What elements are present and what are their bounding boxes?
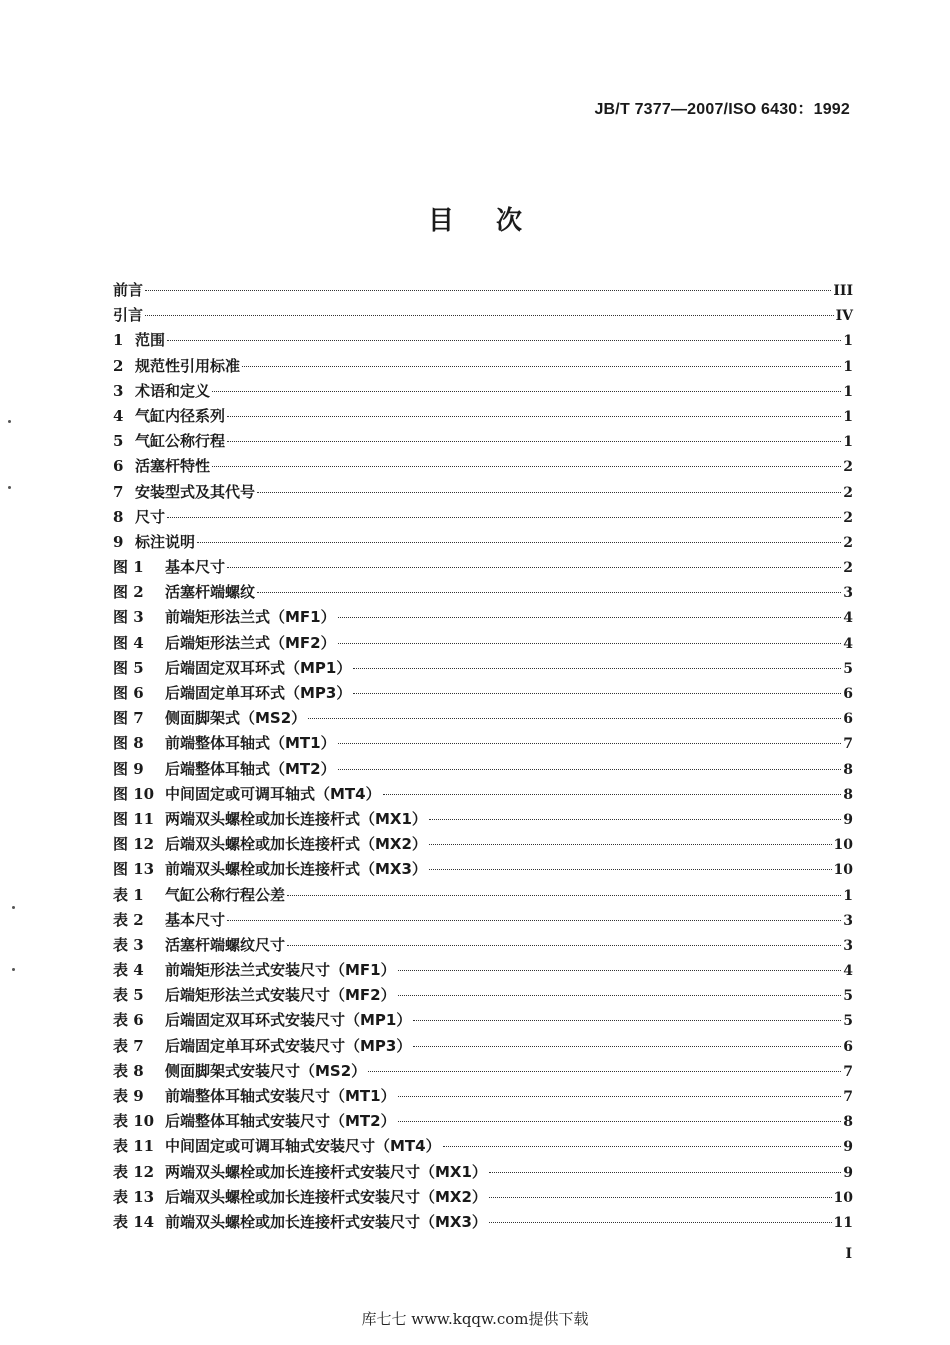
toc-entry-label: 后端整体耳轴式安装尺寸（MT2） xyxy=(165,1112,396,1131)
toc-entry-page: 3 xyxy=(843,937,853,954)
toc-entry-page: 6 xyxy=(843,1038,853,1055)
toc-entry[interactable] xyxy=(113,934,853,959)
toc-entry[interactable] xyxy=(113,808,853,833)
table-of-contents xyxy=(113,279,853,1236)
toc-entry-label: 活塞杆端螺纹尺寸 xyxy=(165,935,286,954)
toc-entry-label: 中间固定或可调耳轴式安装尺寸（MT4） xyxy=(165,1137,441,1156)
toc-entry-page: 2 xyxy=(843,484,853,501)
dot-leader xyxy=(383,794,842,795)
toc-entry-number: 9 xyxy=(113,532,124,551)
standard-code: JB/T 7377—2007/ISO 6430：1992 xyxy=(594,101,850,118)
dot-leader xyxy=(338,769,842,770)
dot-leader xyxy=(145,290,831,291)
toc-entry-page: 2 xyxy=(843,459,853,476)
toc-entry-number: 表 11 xyxy=(113,1137,155,1156)
toc-entry-page: 2 xyxy=(843,534,853,551)
dot-leader xyxy=(227,441,841,442)
dot-leader xyxy=(489,1172,841,1173)
toc-entry-page: 8 xyxy=(843,1114,853,1131)
toc-entry[interactable] xyxy=(113,707,853,732)
toc-entry-number: 表 12 xyxy=(113,1162,155,1181)
toc-entry-label: 活塞杆特性 xyxy=(135,457,211,476)
dot-leader xyxy=(398,1096,842,1097)
dot-leader xyxy=(429,844,832,845)
toc-entry-page: 5 xyxy=(843,988,853,1005)
dot-leader xyxy=(227,567,841,568)
toc-entry-page: 8 xyxy=(843,761,853,778)
toc-entry-label: 气缸公称行程 xyxy=(135,432,226,451)
dot-leader xyxy=(197,542,841,543)
dot-leader xyxy=(257,592,841,593)
toc-entry[interactable] xyxy=(113,884,853,909)
toc-entry-label: 两端双头螺栓或加长连接杆式（MX1） xyxy=(165,809,427,828)
toc-entry[interactable] xyxy=(113,304,853,329)
toc-entry[interactable] xyxy=(113,858,853,883)
toc-entry[interactable] xyxy=(113,682,853,707)
toc-entry-number: 4 xyxy=(113,406,124,425)
dot-leader xyxy=(489,1197,832,1198)
toc-entry-label: 气缸内径系列 xyxy=(135,406,226,425)
toc-entry[interactable] xyxy=(113,909,853,934)
scan-speck xyxy=(12,968,15,971)
scan-speck xyxy=(12,906,15,909)
dot-leader xyxy=(242,366,841,367)
toc-entry[interactable] xyxy=(113,1186,853,1211)
toc-entry[interactable] xyxy=(113,405,853,430)
toc-entry-number: 2 xyxy=(113,356,124,375)
toc-entry[interactable] xyxy=(113,1009,853,1034)
dot-leader xyxy=(353,693,841,694)
dot-leader xyxy=(257,492,841,493)
toc-entry-label: 侧面脚架式（MS2） xyxy=(165,709,307,728)
toc-entry-label: 标注说明 xyxy=(135,532,196,551)
toc-entry[interactable] xyxy=(113,632,853,657)
toc-entry-label: 引言 xyxy=(113,306,144,325)
dot-leader xyxy=(429,869,832,870)
toc-entry[interactable] xyxy=(113,732,853,757)
toc-entry-number: 图 5 xyxy=(113,658,144,677)
toc-entry-number: 图 11 xyxy=(113,809,155,828)
toc-entry[interactable] xyxy=(113,531,853,556)
toc-entry-label: 尺寸 xyxy=(135,507,166,526)
toc-entry-number: 图 3 xyxy=(113,608,144,627)
dot-leader xyxy=(167,517,841,518)
dot-leader xyxy=(287,945,841,946)
toc-entry-label: 前端矩形法兰式安装尺寸（MF1） xyxy=(165,961,396,980)
toc-entry-label: 后端固定双耳环式安装尺寸（MP1） xyxy=(165,1011,412,1030)
toc-entry-label: 后端双头螺栓或加长连接杆式（MX2） xyxy=(165,835,427,854)
toc-entry-page: 9 xyxy=(843,1164,853,1181)
toc-entry-label: 前端双头螺栓或加长连接杆式（MX3） xyxy=(165,860,427,879)
toc-entry-number: 表 14 xyxy=(113,1212,155,1231)
dot-leader xyxy=(353,668,841,669)
toc-entry-page: 1 xyxy=(843,408,853,425)
toc-entry[interactable] xyxy=(113,1085,853,1110)
toc-entry-label: 前端双头螺栓或加长连接杆式安装尺寸（MX3） xyxy=(165,1212,487,1231)
toc-entry-label: 中间固定或可调耳轴式（MT4） xyxy=(165,784,381,803)
dot-leader xyxy=(398,970,842,971)
dot-leader xyxy=(338,617,842,618)
toc-entry-page: 10 xyxy=(833,862,853,879)
toc-entry-number: 表 8 xyxy=(113,1061,144,1080)
toc-entry-label: 后端整体耳轴式（MT2） xyxy=(165,759,336,778)
dot-leader xyxy=(429,819,841,820)
toc-entry[interactable] xyxy=(113,606,853,631)
dot-leader xyxy=(308,718,841,719)
toc-entry-label: 气缸公称行程公差 xyxy=(165,885,286,904)
toc-entry-number: 表 1 xyxy=(113,885,144,904)
dot-leader xyxy=(398,1121,842,1122)
toc-entry-page: 4 xyxy=(843,610,853,627)
toc-entry[interactable] xyxy=(113,1110,853,1135)
toc-entry-label: 基本尺寸 xyxy=(165,910,226,929)
toc-entry-label: 安装型式及其代号 xyxy=(135,482,256,501)
toc-entry-page: 11 xyxy=(833,1214,853,1231)
toc-entry-page: 7 xyxy=(843,1063,853,1080)
toc-entry[interactable] xyxy=(113,984,853,1009)
toc-entry-page: 2 xyxy=(843,560,853,577)
toc-entry-page: 1 xyxy=(843,887,853,904)
toc-entry-number: 图 7 xyxy=(113,709,144,728)
toc-entry-number: 表 5 xyxy=(113,986,144,1005)
toc-entry-number: 表 13 xyxy=(113,1187,155,1206)
toc-entry-number: 表 7 xyxy=(113,1036,144,1055)
toc-entry-page: 3 xyxy=(843,912,853,929)
toc-entry-label: 两端双头螺栓或加长连接杆式安装尺寸（MX1） xyxy=(165,1162,487,1181)
toc-entry-page: 3 xyxy=(843,585,853,602)
scan-speck xyxy=(8,486,11,489)
toc-entry[interactable] xyxy=(113,430,853,455)
dot-leader xyxy=(338,743,842,744)
toc-entry-number: 图 8 xyxy=(113,734,144,753)
toc-entry-number: 图 9 xyxy=(113,759,144,778)
toc-entry-page: 7 xyxy=(843,1089,853,1105)
toc-entry-label: 后端固定双耳环式（MP1） xyxy=(165,658,352,677)
toc-entry[interactable] xyxy=(113,1060,853,1085)
toc-entry-number: 1 xyxy=(113,331,124,350)
toc-entry-label: 前端矩形法兰式（MF1） xyxy=(165,608,336,627)
toc-entry-page: III xyxy=(833,283,853,299)
toc-entry-number: 图 2 xyxy=(113,583,144,602)
toc-entry-label: 活塞杆端螺纹 xyxy=(165,583,256,602)
toc-entry-label: 后端固定单耳环式（MP3） xyxy=(165,684,352,702)
toc-entry-page: IV xyxy=(835,308,853,325)
toc-entry-page: 1 xyxy=(843,383,853,400)
toc-entry-number: 表 9 xyxy=(113,1087,144,1105)
dot-leader xyxy=(287,895,841,896)
toc-entry[interactable] xyxy=(113,455,853,480)
toc-entry[interactable] xyxy=(113,758,853,783)
toc-entry[interactable] xyxy=(113,279,853,304)
toc-entry-page: 1 xyxy=(843,358,853,375)
toc-entry-number: 8 xyxy=(113,507,124,526)
toc-entry-label: 规范性引用标准 xyxy=(135,356,241,375)
toc-entry-page: 9 xyxy=(843,1139,853,1156)
toc-entry[interactable] xyxy=(113,581,853,606)
dot-leader xyxy=(368,1071,841,1072)
toc-entry-number: 图 6 xyxy=(113,684,144,702)
footer-watermark: 库七七 www.kqqw.com提供下载 xyxy=(361,1310,589,1328)
page-title: 目次 xyxy=(427,206,564,236)
dot-leader xyxy=(413,1046,841,1047)
toc-entry-label: 基本尺寸 xyxy=(165,558,226,577)
toc-entry[interactable] xyxy=(113,506,853,531)
dot-leader xyxy=(227,920,841,921)
toc-entry-number: 图 1 xyxy=(113,558,144,577)
dot-leader xyxy=(167,340,841,341)
toc-entry-page: 4 xyxy=(843,635,853,652)
scan-speck xyxy=(8,420,11,423)
toc-entry-number: 表 4 xyxy=(113,961,144,980)
dot-leader xyxy=(338,643,842,644)
toc-entry-number: 5 xyxy=(113,432,124,451)
toc-entry-page: 4 xyxy=(843,963,853,980)
toc-entry[interactable] xyxy=(113,556,853,581)
toc-entry[interactable] xyxy=(113,657,853,682)
toc-entry-page: 7 xyxy=(843,736,853,753)
toc-entry-label: 后端矩形法兰式（MF2） xyxy=(165,633,336,652)
toc-entry-label: 前端整体耳轴式（MT1） xyxy=(165,734,336,753)
dot-leader xyxy=(145,315,834,316)
toc-entry-number: 7 xyxy=(113,482,124,501)
toc-entry[interactable] xyxy=(113,481,853,506)
toc-entry-label: 术语和定义 xyxy=(135,381,211,400)
dot-leader xyxy=(212,466,841,467)
toc-entry-page: 1 xyxy=(843,434,853,451)
toc-entry-page: 10 xyxy=(833,1189,853,1206)
toc-entry-page: 1 xyxy=(843,333,853,350)
dot-leader xyxy=(413,1020,841,1021)
toc-entry-page: 5 xyxy=(843,660,853,677)
toc-entry-label: 前端整体耳轴式安装尺寸（MT1） xyxy=(165,1087,396,1105)
toc-entry-page: 8 xyxy=(843,786,853,803)
toc-entry-label: 后端固定单耳环式安装尺寸（MP3） xyxy=(165,1036,412,1055)
toc-entry[interactable] xyxy=(113,380,853,405)
toc-entry[interactable] xyxy=(113,1211,853,1236)
toc-entry-number: 图 10 xyxy=(113,784,155,803)
toc-entry-label: 后端矩形法兰式安装尺寸（MF2） xyxy=(165,986,396,1005)
dot-leader xyxy=(443,1146,842,1147)
toc-entry[interactable] xyxy=(113,1161,853,1186)
toc-entry-number: 表 3 xyxy=(113,935,144,954)
dot-leader xyxy=(227,416,841,417)
toc-entry[interactable] xyxy=(113,1035,853,1060)
toc-entry-label: 前言 xyxy=(113,281,144,299)
toc-entry-page: 5 xyxy=(843,1013,853,1030)
dot-leader xyxy=(398,995,842,996)
toc-entry-page: 9 xyxy=(843,811,853,828)
toc-entry-page: 10 xyxy=(833,837,853,854)
dot-leader xyxy=(489,1222,832,1223)
toc-entry[interactable] xyxy=(113,1135,853,1160)
dot-leader xyxy=(212,391,841,392)
toc-entry[interactable] xyxy=(113,355,853,380)
toc-entry-number: 3 xyxy=(113,381,124,400)
toc-entry[interactable] xyxy=(113,833,853,858)
toc-entry-page: 2 xyxy=(843,509,853,526)
toc-entry-label: 后端双头螺栓或加长连接杆式安装尺寸（MX2） xyxy=(165,1187,487,1206)
toc-entry-page: 6 xyxy=(843,686,853,702)
toc-entry-number: 表 2 xyxy=(113,910,144,929)
toc-entry-number: 图 12 xyxy=(113,835,155,854)
toc-entry-number: 图 13 xyxy=(113,860,155,879)
toc-entry-number: 图 4 xyxy=(113,633,144,652)
toc-entry[interactable] xyxy=(113,783,853,808)
page-number: I xyxy=(845,1246,852,1262)
toc-entry-number: 表 10 xyxy=(113,1112,155,1131)
toc-entry[interactable] xyxy=(113,959,853,984)
toc-entry-page: 6 xyxy=(843,711,853,728)
toc-entry-number: 表 6 xyxy=(113,1011,144,1030)
toc-entry[interactable] xyxy=(113,329,853,354)
toc-entry-number: 6 xyxy=(113,457,124,476)
toc-entry-label: 范围 xyxy=(135,331,166,350)
toc-entry-label: 侧面脚架式安装尺寸（MS2） xyxy=(165,1061,367,1080)
